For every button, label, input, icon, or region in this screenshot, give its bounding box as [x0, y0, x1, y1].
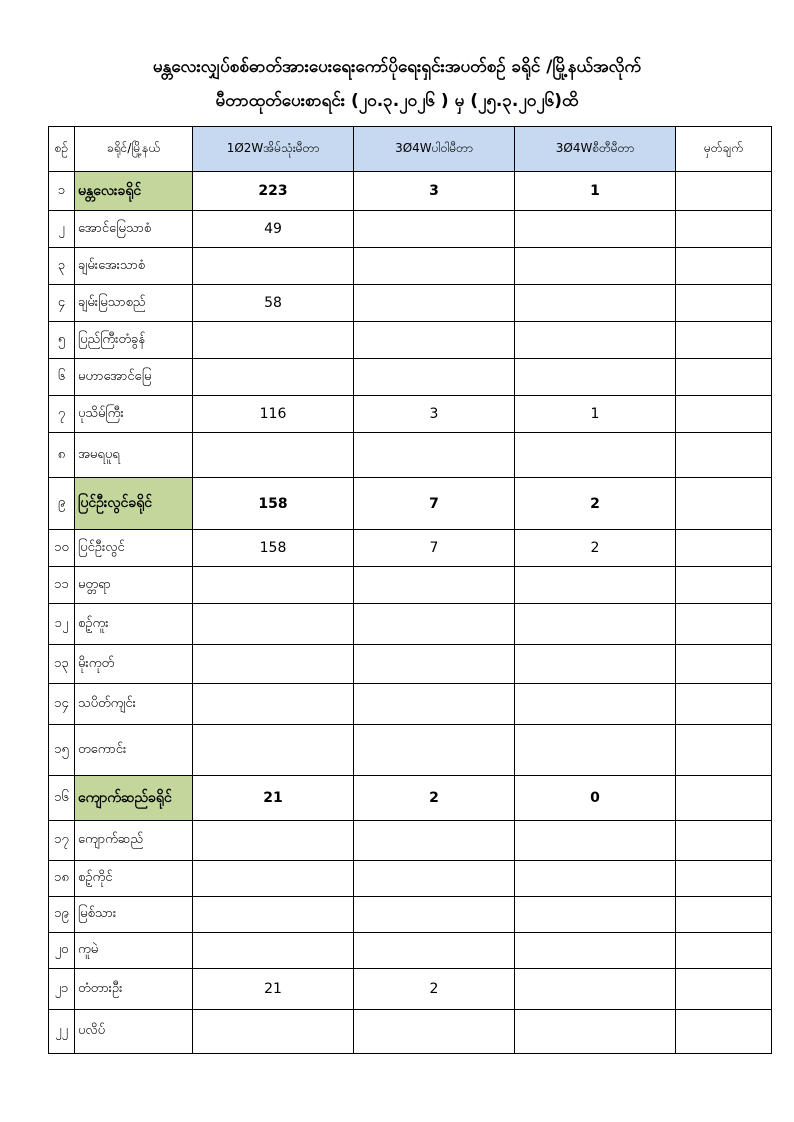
header-district-township: ခရိုင်/မြို့နယ် [75, 127, 193, 172]
township-name-cell: တံတားဦး [75, 969, 193, 1010]
remarks-cell [676, 725, 772, 776]
serial-no-cell: ၁၅ [49, 725, 75, 776]
single-phase-meter-cell [193, 821, 354, 861]
three-phase-power-meter-cell: 2 [354, 776, 515, 821]
township-name-cell: မိုးကုတ် [75, 645, 193, 684]
remarks-cell [676, 359, 772, 396]
meter-issue-table [48, 126, 772, 1054]
three-phase-ct-meter-cell: 1 [515, 396, 676, 433]
township-name-cell: မတ္တရာ [75, 567, 193, 604]
three-phase-power-meter-cell [354, 567, 515, 604]
three-phase-ct-meter-cell [515, 359, 676, 396]
single-phase-meter-cell: 158 [193, 478, 354, 530]
serial-no-cell: ၂ [49, 211, 75, 248]
serial-no-cell: ၂၀ [49, 933, 75, 969]
three-phase-power-meter-cell [354, 322, 515, 359]
three-phase-power-meter-cell [354, 725, 515, 776]
township-name-cell: မြစ်သား [75, 897, 193, 933]
serial-no-cell: ၂၂ [49, 1010, 75, 1054]
single-phase-meter-cell: 158 [193, 530, 354, 567]
township-name-cell: ပြင်ဦးလွင်ခရိုင် [75, 478, 193, 530]
three-phase-ct-meter-cell [515, 933, 676, 969]
table-row [49, 1010, 772, 1054]
district-row [49, 776, 772, 821]
single-phase-meter-cell [193, 248, 354, 285]
single-phase-meter-cell [193, 933, 354, 969]
remarks-cell [676, 684, 772, 725]
serial-no-cell: ၁၄ [49, 684, 75, 725]
remarks-cell [676, 933, 772, 969]
three-phase-ct-meter-cell [515, 861, 676, 897]
serial-no-cell: ၁၁ [49, 567, 75, 604]
table-row [49, 359, 772, 396]
single-phase-meter-cell [193, 322, 354, 359]
township-name-cell: အောင်မြေသာစံ [75, 211, 193, 248]
remarks-cell [676, 969, 772, 1010]
township-name-cell: စဉ့်ကူး [75, 604, 193, 645]
township-name-cell: စဉ့်ကိုင် [75, 861, 193, 897]
three-phase-ct-meter-cell [515, 1010, 676, 1054]
remarks-cell [676, 604, 772, 645]
serial-no-cell: ၃ [49, 248, 75, 285]
remarks-cell [676, 248, 772, 285]
single-phase-meter-cell [193, 684, 354, 725]
table-row [49, 396, 772, 433]
remarks-cell [676, 396, 772, 433]
three-phase-power-meter-cell: 2 [354, 969, 515, 1010]
single-phase-meter-cell [193, 604, 354, 645]
remarks-cell [676, 645, 772, 684]
remarks-cell [676, 821, 772, 861]
three-phase-ct-meter-cell [515, 285, 676, 322]
township-name-cell: အမရပူရ [75, 433, 193, 478]
remarks-cell [676, 567, 772, 604]
township-name-cell: ပုသိမ်ကြီး [75, 396, 193, 433]
three-phase-power-meter-cell [354, 861, 515, 897]
three-phase-ct-meter-cell [515, 897, 676, 933]
table-row [49, 725, 772, 776]
table-row [49, 433, 772, 478]
serial-no-cell: ၂၁ [49, 969, 75, 1010]
three-phase-power-meter-cell [354, 821, 515, 861]
three-phase-power-meter-cell [354, 433, 515, 478]
three-phase-power-meter-cell [354, 211, 515, 248]
district-row [49, 172, 772, 211]
township-name-cell: ပြည်ကြီးတံခွန် [75, 322, 193, 359]
three-phase-ct-meter-cell [515, 322, 676, 359]
township-name-cell: မဟာအောင်မြေ [75, 359, 193, 396]
table-row [49, 530, 772, 567]
three-phase-ct-meter-cell: 2 [515, 478, 676, 530]
table-row [49, 248, 772, 285]
township-name-cell: တကောင်း [75, 725, 193, 776]
three-phase-power-meter-cell [354, 285, 515, 322]
three-phase-power-meter-cell [354, 359, 515, 396]
remarks-cell [676, 172, 772, 211]
three-phase-ct-meter-cell [515, 604, 676, 645]
remarks-cell [676, 322, 772, 359]
header-remarks: မှတ်ချက် [676, 127, 772, 172]
remarks-cell [676, 211, 772, 248]
single-phase-meter-cell: 116 [193, 396, 354, 433]
report-title-line1: မန္တလေးလျှပ်စစ်ဓာတ်အားပေးရေးကော်ပိုရေးရှင်းအပတ်စဉ် ခရိုင် /မြို့နယ်အလိုက် [152, 57, 642, 77]
serial-no-cell: ၁၉ [49, 897, 75, 933]
report-title-line2: မီတာထုတ်ပေးစာရင်း (၂၀.၃.၂၀၂၆ ) မှ (၂၅.၃.၂၀၂၆)ထိ [215, 91, 579, 111]
single-phase-meter-cell [193, 897, 354, 933]
table-row [49, 285, 772, 322]
serial-no-cell: ၁၂ [49, 604, 75, 645]
table-row [49, 645, 772, 684]
remarks-cell [676, 776, 772, 821]
three-phase-ct-meter-cell [515, 433, 676, 478]
table-row [49, 897, 772, 933]
three-phase-ct-meter-cell: 2 [515, 530, 676, 567]
township-name-cell: ချမ်းအေးသာစံ [75, 248, 193, 285]
remarks-cell [676, 530, 772, 567]
header-serial-no: စဉ် [49, 127, 75, 172]
three-phase-ct-meter-cell [515, 211, 676, 248]
single-phase-meter-cell: 58 [193, 285, 354, 322]
three-phase-ct-meter-cell: 0 [515, 776, 676, 821]
table-row [49, 861, 772, 897]
township-name-cell: ပြင်ဦးလွင် [75, 530, 193, 567]
single-phase-meter-cell [193, 1010, 354, 1054]
serial-no-cell: ၅ [49, 322, 75, 359]
single-phase-meter-cell [193, 567, 354, 604]
serial-no-cell: ၉ [49, 478, 75, 530]
table-row [49, 322, 772, 359]
remarks-cell [676, 1010, 772, 1054]
three-phase-power-meter-cell: 3 [354, 172, 515, 211]
serial-no-cell: ၁၃ [49, 645, 75, 684]
table-row [49, 567, 772, 604]
table-row [49, 969, 772, 1010]
three-phase-power-meter-cell [354, 933, 515, 969]
three-phase-power-meter-cell: 3 [354, 396, 515, 433]
header-3ph-ct-meter: 3Ø4Wစီတီမီတာ [515, 127, 676, 172]
three-phase-power-meter-cell [354, 1010, 515, 1054]
single-phase-meter-cell [193, 433, 354, 478]
township-name-cell: သပိတ်ကျင်း [75, 684, 193, 725]
serial-no-cell: ၁၆ [49, 776, 75, 821]
serial-no-cell: ၁၈ [49, 861, 75, 897]
table-row [49, 684, 772, 725]
three-phase-ct-meter-cell [515, 821, 676, 861]
remarks-cell [676, 433, 772, 478]
three-phase-ct-meter-cell: 1 [515, 172, 676, 211]
three-phase-power-meter-cell: 7 [354, 478, 515, 530]
serial-no-cell: ၈ [49, 433, 75, 478]
serial-no-cell: ၇ [49, 396, 75, 433]
table-row [49, 211, 772, 248]
township-name-cell: ပလိပ် [75, 1010, 193, 1054]
district-row [49, 478, 772, 530]
township-name-cell: မန္တလေးခရိုင် [75, 172, 193, 211]
single-phase-meter-cell: 21 [193, 776, 354, 821]
remarks-cell [676, 861, 772, 897]
serial-no-cell: ၄ [49, 285, 75, 322]
remarks-cell [676, 897, 772, 933]
single-phase-meter-cell: 21 [193, 969, 354, 1010]
single-phase-meter-cell: 49 [193, 211, 354, 248]
three-phase-power-meter-cell [354, 897, 515, 933]
single-phase-meter-cell [193, 645, 354, 684]
header-1ph-meter: 1Ø2Wအိမ်သုံးမီတာ [193, 127, 354, 172]
township-name-cell: ကျောက်ဆည် [75, 821, 193, 861]
three-phase-power-meter-cell [354, 645, 515, 684]
three-phase-power-meter-cell [354, 248, 515, 285]
three-phase-ct-meter-cell [515, 645, 676, 684]
three-phase-ct-meter-cell [515, 567, 676, 604]
table-row [49, 933, 772, 969]
serial-no-cell: ၁၀ [49, 530, 75, 567]
three-phase-power-meter-cell [354, 684, 515, 725]
serial-no-cell: ၁၇ [49, 821, 75, 861]
single-phase-meter-cell [193, 861, 354, 897]
three-phase-power-meter-cell [354, 604, 515, 645]
single-phase-meter-cell [193, 725, 354, 776]
township-name-cell: ကျောက်ဆည်ခရိုင် [75, 776, 193, 821]
remarks-cell [676, 285, 772, 322]
header-3ph-power-meter: 3Ø4Wပါဝါမီတာ [354, 127, 515, 172]
single-phase-meter-cell: 223 [193, 172, 354, 211]
three-phase-ct-meter-cell [515, 684, 676, 725]
table-row [49, 604, 772, 645]
three-phase-ct-meter-cell [515, 969, 676, 1010]
serial-no-cell: ၆ [49, 359, 75, 396]
table-header-row [49, 127, 772, 172]
three-phase-ct-meter-cell [515, 248, 676, 285]
serial-no-cell: ၁ [49, 172, 75, 211]
township-name-cell: ချမ်းမြသာစည် [75, 285, 193, 322]
three-phase-ct-meter-cell [515, 725, 676, 776]
township-name-cell: ကူမဲ [75, 933, 193, 969]
table-row [49, 821, 772, 861]
single-phase-meter-cell [193, 359, 354, 396]
three-phase-power-meter-cell: 7 [354, 530, 515, 567]
remarks-cell [676, 478, 772, 530]
